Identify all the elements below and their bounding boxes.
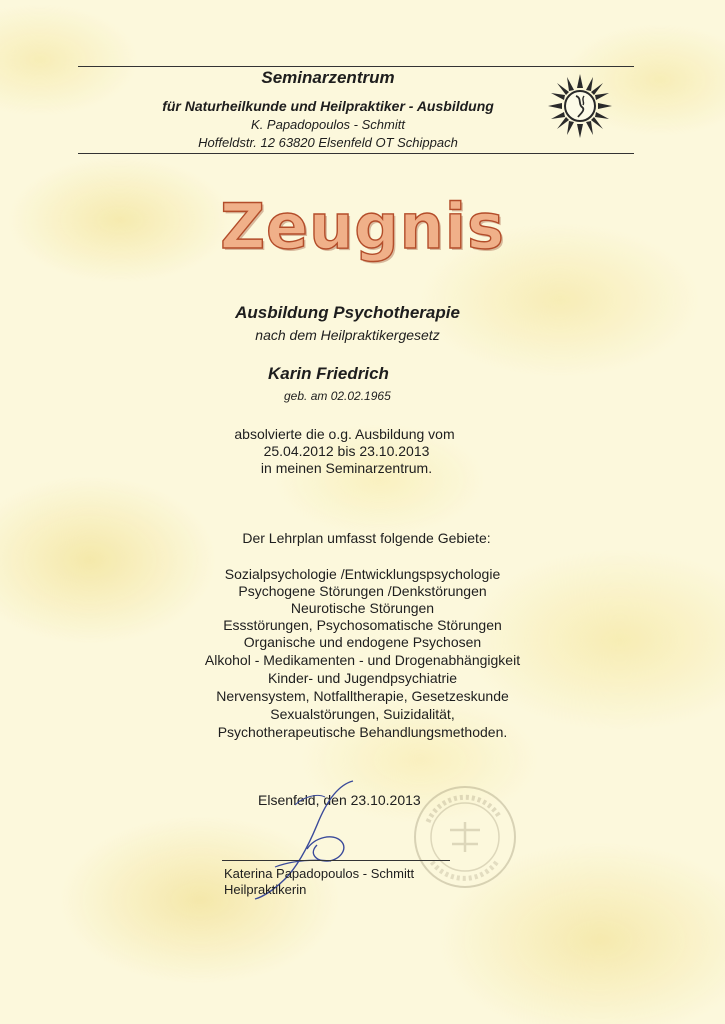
header-title: Seminarzentrum (261, 68, 395, 87)
curriculum-topic: Neurotische Störungen (290, 600, 435, 616)
curriculum-intro: Der Lehrplan umfasst folgende Gebiete: (242, 530, 491, 546)
curriculum-topic: Psychotherapeutische Behandlungsmethoden. (217, 724, 508, 740)
signature-line (222, 860, 450, 861)
completion-line: 25.04.2012 bis 23.10.2013 (263, 443, 430, 459)
signer-role: Heilpraktikerin (224, 882, 307, 897)
course-title: Ausbildung Psychotherapie (235, 303, 460, 322)
curriculum-topic: Psychogene Störungen /Denkstörungen (238, 583, 487, 599)
signer-name: Katerina Papadopoulos - Schmitt (224, 866, 415, 881)
curriculum-topic: Essstörungen, Psychosomatische Störungen (223, 617, 502, 633)
header-subtitle: für Naturheilkunde und Heilpraktiker - Ausbildung (162, 98, 494, 114)
curriculum-topic: Alkohol - Medikamenten - und Drogenabhängigkeit (204, 652, 521, 668)
curriculum-topic: Nervensystem, Notfalltherapie, Gesetzeskunde (216, 688, 509, 704)
student-name: Karin Friedrich (268, 364, 389, 383)
header-owner: K. Papadopoulos - Schmitt (251, 117, 405, 132)
student-birth: geb. am 02.02.1965 (284, 389, 391, 403)
curriculum-topic: Sozialpsychologie /Entwicklungspsychologie (224, 566, 501, 582)
document-title: Zeugnis (220, 190, 505, 263)
sun-emblem-icon (548, 74, 612, 138)
header-address: Hoffeldstr. 12 63820 Elsenfeld OT Schippach (198, 135, 458, 150)
curriculum-topic: Organische und endogene Psychosen (243, 634, 482, 650)
round-stamp-icon (410, 782, 520, 892)
course-subtitle: nach dem Heilpraktikergesetz (255, 327, 440, 343)
place-date: Elsenfeld, den 23.10.2013 (258, 792, 421, 808)
completion-line: in meinen Seminarzentrum. (260, 460, 433, 476)
curriculum-topic: Sexualstörungen, Suizidalität, (270, 706, 455, 722)
header-top-rule (78, 66, 634, 67)
curriculum-topic: Kinder- und Jugendpsychiatrie (267, 670, 458, 686)
header-bottom-rule (78, 153, 634, 154)
completion-line: absolvierte die o.g. Ausbildung vom (234, 426, 455, 442)
